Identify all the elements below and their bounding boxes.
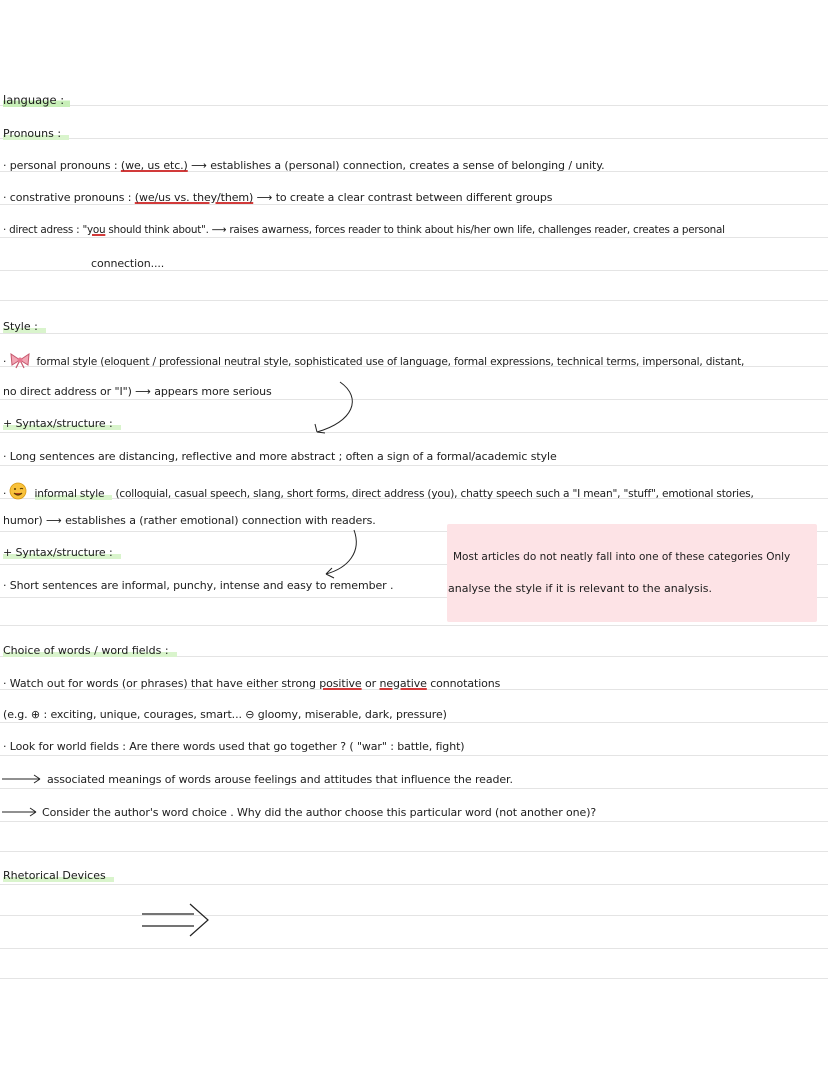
constrative-pronouns-line: · constrative pronouns : (we/us vs. they/them) ⟶ to create a clear contrast between different groups [3,191,553,204]
pronouns-heading: Pronouns : [3,127,69,140]
watch-out-line: · Watch out for words (or phrases) that have either strong positive or negative connotations [3,677,501,690]
word-fields-line: · Look for world fields : Are there words used that go together ? ( "war" : battle, fight) [3,740,465,753]
syntax-heading-1: + Syntax/structure : [3,417,121,430]
formal-style-line-2: no direct address or "I") ⟶ appears more serious [3,385,272,398]
syntax-heading-2: + Syntax/structure : [3,546,121,559]
arrow-1 [2,773,46,785]
note-box [447,524,817,622]
curved-arrow-1 [305,380,365,440]
arrow-2 [2,806,42,818]
informal-style-line-2: humor) ⟶ establishes a (rather emotional) connection with readers. [3,514,376,527]
consider-line: Consider the author's word choice . Why did the author choose this particular word (not another one)? [42,806,597,819]
style-heading: Style : [3,320,46,333]
short-sentences-line: · Short sentences are informal, punchy, intense and easy to remember . [3,579,394,592]
language-heading: language : [3,93,70,107]
choice-heading: Choice of words / word fields : [3,644,177,657]
smiley-icon [9,482,31,503]
formal-style-line: · formal style (eloquent / professional neutral style, sophisticated use of language, formal expressions, technical terms, impersonal, distant, [3,352,744,371]
bow-icon [9,352,33,371]
examples-line: (e.g. ⊕ : exciting, unique, courages, smart... ⊖ gloomy, miserable, dark, pressure) [3,708,447,721]
note-line-2: analyse the style if it is relevant to the analysis. [448,582,713,595]
note-line-1: Most articles do not neatly fall into one of these categories Only [453,551,791,563]
associated-meanings-line: associated meanings of words arouse feelings and attitudes that influence the reader. [47,773,513,786]
personal-pronouns-line: · personal pronouns : (we, us etc.) ⟶ establishes a (personal) connection, creates a sense of belonging / unity. [3,159,605,172]
rhetorical-heading: Rhetorical Devices [3,869,114,882]
long-sentences-line: · Long sentences are distancing, reflective and more abstract ; often a sign of a formal/academic style [3,450,557,463]
double-arrow-icon [142,902,212,938]
direct-address-line: · direct adress : "you should think about". ⟶ raises awarness, forces reader to think about his/her own life, challenges reader, creates a personal [3,224,725,236]
informal-style-line: · informal style (colloquial, casual speech, slang, short forms, direct address (you), chatty speech such a "I mean", "stuff", emotional stories, [3,482,754,503]
connection-line: connection.... [91,257,165,270]
